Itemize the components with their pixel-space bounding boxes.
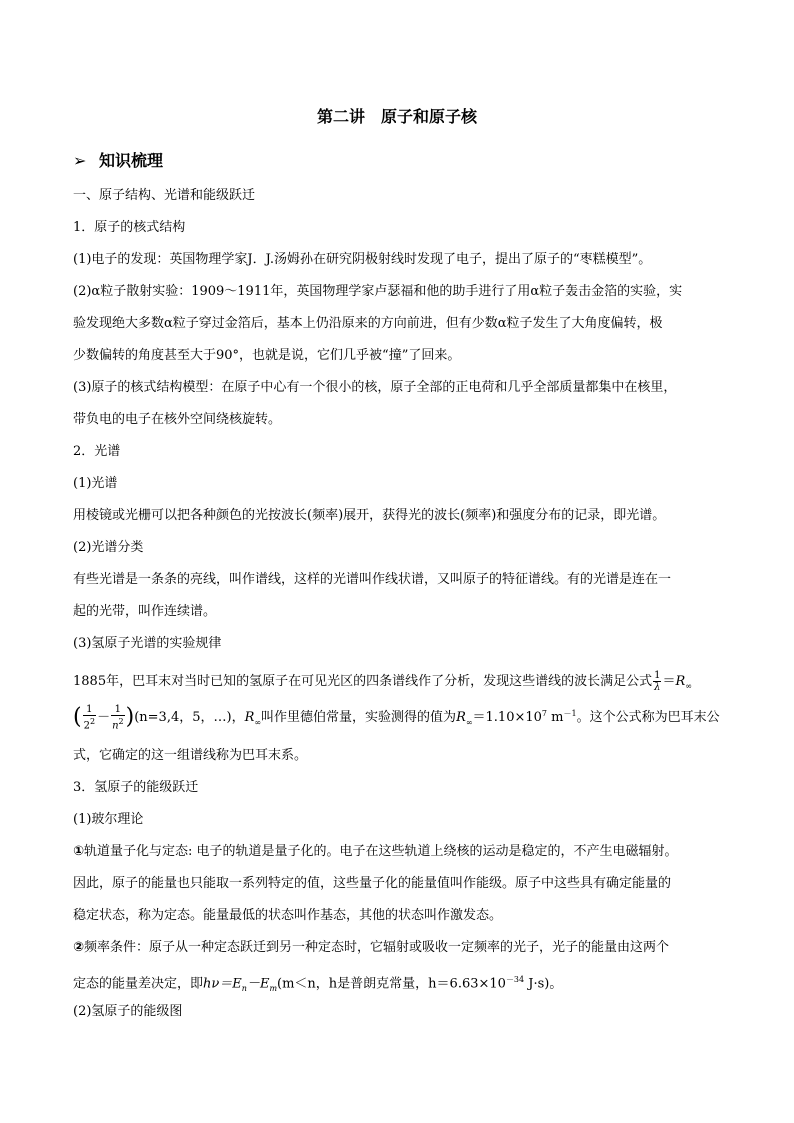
section-heading (73, 148, 163, 171)
paragraph-2c-line2: ( $\frac{1}{2^2}$ － $\frac{1}{n^2}$ )(n=3,4，5，…)，$R_\infty$叫作里德伯常量，实验测得的值为$R_\infty=1.10\times 10^7$ $m^{-1}$。这个公式称为巴耳末公 (73, 704, 720, 732)
subsection-3b: (2)氢原子的能级图 (73, 1004, 183, 1019)
arrow-bullet-icon: ➢ (73, 151, 87, 170)
paragraph-2c-line3: 式，它确定的这一组谱线称为巴耳末系。 (73, 748, 308, 763)
section-heading-text: 知识梳理 (99, 151, 164, 170)
subsection-2a: (1)光谱 (73, 476, 118, 491)
subsection-2b: (2)光谱分类 (73, 540, 144, 555)
paragraph-1c-line1: (3)原子的核式结构模型：在原子中心有一个很小的核，原子全部的正电荷和几乎全部质量都集中在核里， (73, 380, 677, 395)
paragraph-1c-line2: 带负电的电子在核外空间绕核旋转。 (73, 412, 282, 427)
formula-one-over-n-squared: $\frac{1}{n^2}$ (112, 704, 124, 732)
paragraph-1b-line3: 少数偏转的角度甚至大于90°，也就是说，它们几乎被“撞”了回来。 (73, 348, 461, 363)
paragraph-2c-line1-text: 1885年，巴耳末对当时已知的氢原子在可见光区的四条谱线作了分析，发现这些谱线的波长满足公式 (73, 674, 653, 689)
subheading-1-3: 3．氢原子的能级跃迁 (73, 780, 199, 795)
paragraph-3a-line3: 稳定状态，称为定态。能量最低的状态叫作基态，其他的状态叫作激发态。 (73, 908, 503, 923)
paragraph-2b-line2: 起的光带，叫作连续谱。 (73, 604, 217, 619)
paragraph-2c-line1: 1885年，巴耳末对当时已知的氢原子在可见光区的四条谱线作了分析，发现这些谱线的波长满足公式 $\frac{1}{\lambda}$ $=R_\infty$ (73, 670, 692, 693)
heading-1: 一、原子结构、光谱和能级跃迁 (73, 188, 256, 203)
paragraph-2b-line1: 有些光谱是一条条的亮线，叫作谱线，这样的光谱叫作线状谱，又叫原子的特征谱线。有的光谱是连在一 (73, 572, 672, 587)
circled-two-marker: ② (73, 940, 85, 955)
page-title: 第二讲 原子和原子核 (316, 107, 477, 126)
paragraph-3b-line1: ②频率条件：原子从一种定态跃迁到另一种定态时，它辐射或吸收一定频率的光子，光子的能量由这两个 (73, 940, 670, 955)
circled-one-marker: ① (73, 844, 85, 859)
subsection-3a: (1)玻尔理论 (73, 812, 144, 827)
formula-n-values: (n=3,4，5，…)， (134, 710, 245, 726)
formula-one-over-two-squared: $\frac{1}{2^2}$ (83, 704, 96, 732)
subheading-1-1: 1．原子的核式结构 (73, 220, 186, 235)
formula-one-over-lambda: $\frac{1}{\lambda}$ (654, 670, 661, 693)
paragraph-1b-line1: (2)α粒子散射实验：1909～1911年，英国物理学家卢瑟福和他的助手进行了用α粒子轰击金箔的实验，实 (73, 284, 683, 299)
paragraph-3a-line1: ①轨道量子化与定态: 电子的轨道是量子化的。电子在这些轨道上绕核的运动是稳定的，不产生电磁辐射。 (73, 844, 678, 859)
paragraph-1b-line2: 验发现绝大多数α粒子穿过金箔后，基本上仍沿原来的方向前进，但有少数α粒子发生了大角度偏转，极 (73, 316, 663, 331)
paragraph-3a-line2: 因此，原子的能量也只能取一系列特定的值，这些量子化的能量值叫作能级。原子中这些具有确定能量的 (73, 876, 672, 891)
paragraph-1a: (1)电子的发现：英国物理学家J．J.汤姆孙在研究阴极射线时发现了电子，提出了原子的“枣糕模型”。 (73, 252, 652, 267)
paragraph-2a: 用棱镜或光栅可以把各种颜色的光按波长(频率)展开，获得光的波长(频率)和强度分布的记录，即光谱。 (73, 508, 666, 523)
subheading-1-2: 2．光谱 (73, 444, 121, 459)
paragraph-3b-line2: 定态的能量差决定，即$h\nu=E_n-E_m(m<n$，h是普朗克常量，$h=6.63\times 10^{-34}$ J·s)。 (73, 975, 563, 993)
subsection-2c: (3)氢原子光谱的实验规律 (73, 636, 222, 651)
